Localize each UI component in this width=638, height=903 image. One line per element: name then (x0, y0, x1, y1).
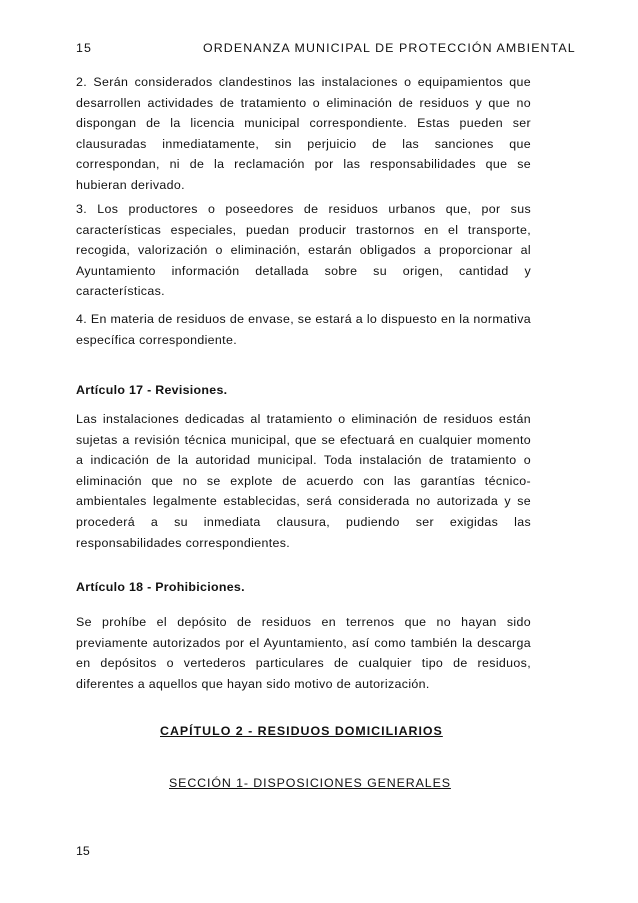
chapter-title: CAPÍTULO 2 - RESIDUOS DOMICILIARIOS (160, 724, 443, 738)
article-17-heading: Artículo 17 - Revisiones. (76, 383, 228, 397)
header-title: ORDENANZA MUNICIPAL DE PROTECCIÓN AMBIENTAL (203, 41, 576, 55)
paragraph-2: 2. Serán considerados clandestinos las instalaciones o equipamientos que desarrollen actividades de tratamiento o eliminación de residuos y que no dispongan de la licencia municipal correspondiente. Estas pueden ser clausuradas inmediatamente, sin perjuicio de las sanciones que correspondan, ni de la reclamación por las responsabilidades que se hubieran derivado. (76, 75, 531, 192)
article-18-text: Se prohíbe el depósito de residuos en terrenos que no hayan sido previamente autorizados por el Ayuntamiento, así como también la descarga en depósitos o vertederos particulares de cualquier tipo de residuos, diferentes a aquellos que hayan sido motivo de autorización. (76, 615, 531, 691)
article-18-heading: Artículo 18 - Prohibiciones. (76, 580, 245, 594)
page-header (76, 40, 576, 56)
section-title: SECCIÓN 1- DISPOSICIONES GENERALES (169, 776, 451, 790)
article-17-text: Las instalaciones dedicadas al tratamiento o eliminación de residuos están sujetas a revisión técnica municipal, que se efectuará en cualquier momento a indicación de la autoridad municipal. Toda instalación de tratamiento o eliminación que no se explote de acuerdo con las garantías técnico-ambientales legalmente establecidas, será considerada no autorizada y se procederá a su inmediata clausura, pudiendo ser exigidas las responsabilidades correspondientes. (76, 412, 531, 550)
footer-page-number: 15 (76, 844, 90, 858)
paragraph-3: 3. Los productores o poseedores de residuos urbanos que, por sus características especiales, puedan producir trastornos en el transporte, recogida, valorización o eliminación, estarán obligados a proporcionar al Ayuntamiento información detallada sobre su origen, cantidad y características. (76, 202, 531, 299)
header-page-number: 15 (76, 41, 92, 55)
paragraph-4: 4. En materia de residuos de envase, se estará a lo dispuesto en la normativa específica correspondiente. (76, 312, 531, 347)
